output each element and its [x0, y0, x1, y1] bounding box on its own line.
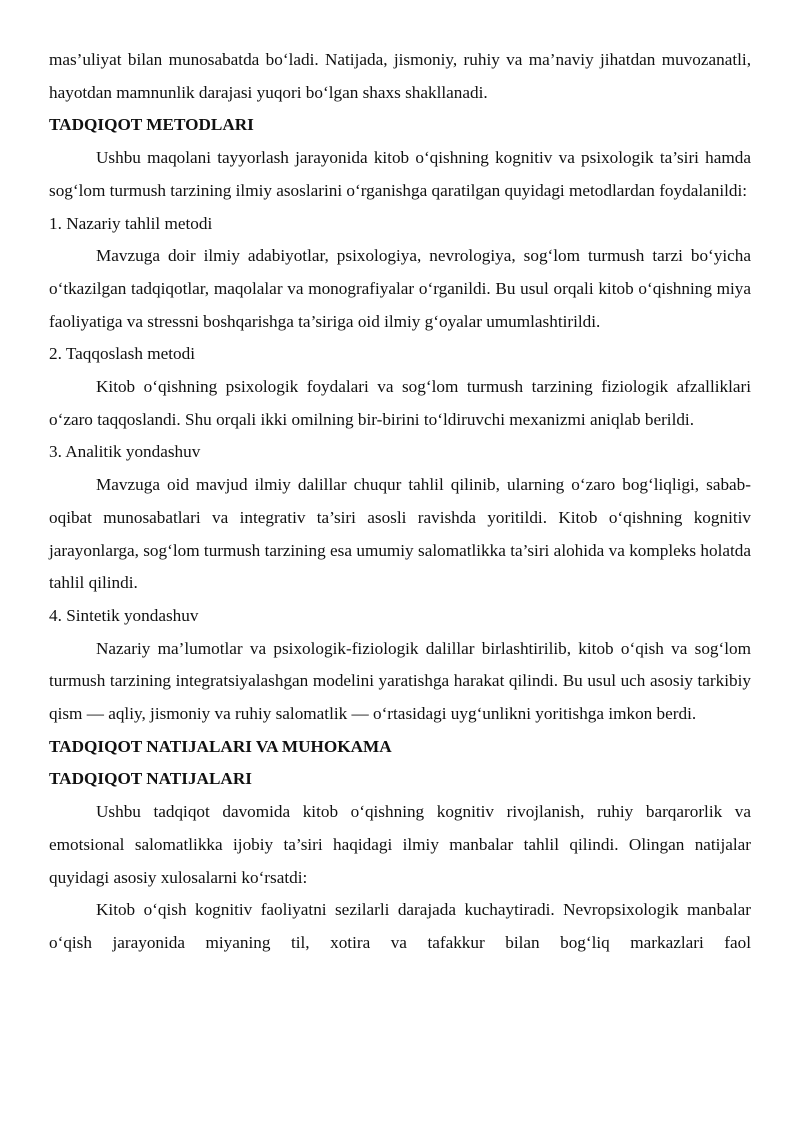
paragraph-method-3: Mavzuga oid mavjud ilmiy dalillar chuqur tahlil qilinib, ularning o‘zaro bog‘liqligi, sabab-oqibat munosabatlari va integrativ ta’siri asosli ravishda yoritildi. Kitob o‘qishning kognitiv jarayonlarga, sog‘lom turmush tarzining esa umumiy salomatlikka ta’siri alohida va kompleks holatda tahlil qilindi.: [49, 475, 751, 593]
subheading-method-1: 1. Nazariy tahlil metodi: [49, 213, 213, 233]
paragraph-intro-continuation: mas’uliyat bilan munosabatda bo‘ladi. Natijada, jismoniy, ruhiy va ma’naviy jihatdan muvozanatli, hayotdan mamnunlik darajasi yuqori bo‘lgan shaxs shakllanadi.: [49, 50, 751, 102]
heading-results: TADQIQOT NATIJALARI: [49, 769, 252, 789]
paragraph-methods-intro: Ushbu maqolani tayyorlash jarayonida kitob o‘qishning kognitiv va psixologik ta’siri hamda sog‘lom turmush tarzining ilmiy asoslarini o‘rganishga qaratilgan quyidagi metodlardan foydalanildi:: [49, 148, 751, 200]
paragraph-method-2: Kitob o‘qishning psixologik foydalari va sog‘lom turmush tarzining fiziologik afzalliklari o‘zaro taqqoslandi. Shu orqali ikki omilning bir-birini to‘ldiruvchi mexanizmi aniqlab berildi.: [49, 377, 751, 429]
paragraph-method-4: Nazariy ma’lumotlar va psixologik-fiziologik dalillar birlashtirilib, kitob o‘qish va sog‘lom turmush tarzining integratsiyalashgan modelini yaratishga harakat qilindi. Bu usul uch asosiy tarkibiy qism — aqliy, jismoniy va ruhiy salomatlik — o‘rtasidagi uyg‘unlikni yoritishga imkon berdi.: [49, 638, 751, 724]
paragraph-results-cognitive: Kitob o‘qish kognitiv faoliyatni sezilarli darajada kuchaytiradi. Nevropsixologik manbalar o‘qish jarayonida miyaning til, xotira va tafakkur bilan bog‘liq markazlari faol: [49, 900, 751, 952]
paragraph-results-intro: Ushbu tadqiqot davomida kitob o‘qishning kognitiv rivojlanish, ruhiy barqarorlik va emotsional salomatlikka ijobiy ta’siri haqidagi ilmiy manbalar tahlil qilindi. Olingan natijalar quyidagi asosiy xulosalarni ko‘rsatdi:: [49, 802, 751, 887]
heading-results-discussion: TADQIQOT NATIJALARI VA MUHOKAMA: [49, 736, 392, 756]
subheading-method-3: 3. Analitik yondashuv: [49, 442, 201, 462]
document-page: [49, 44, 751, 960]
subheading-method-4: 4. Sintetik yondashuv: [49, 605, 199, 625]
subheading-method-2: 2. Taqqoslash metodi: [49, 344, 195, 364]
heading-methods: TADQIQOT METODLARI: [49, 115, 254, 135]
paragraph-method-1: Mavzuga doir ilmiy adabiyotlar, psixologiya, nevrologiya, sog‘lom turmush tarzi bo‘yicha o‘tkazilgan tadqiqotlar, maqolalar va monografiyalar o‘rganildi. Bu usul orqali kitob o‘qishning miya faoliyatiga va stressni boshqarishga ta’siriga oid ilmiy g‘oyalar umumlashtirildi.: [49, 246, 751, 331]
